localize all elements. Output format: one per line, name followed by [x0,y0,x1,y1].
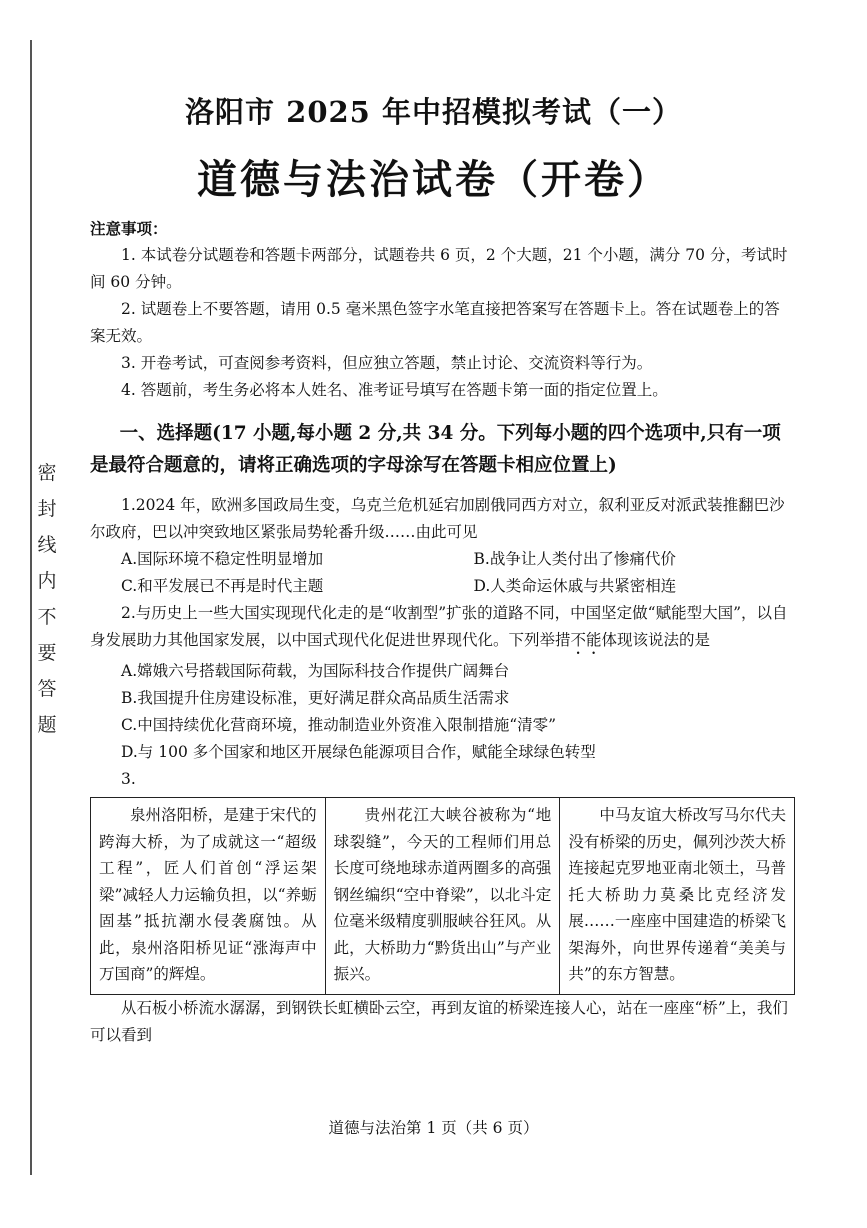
option-d: D.与 100 多个国家和地区开展绿色能源项目合作，赋能全球绿色转型 [121,743,596,761]
notice-item: 1. 本试卷分试题卷和答题卡两部分，试题卷共 6 页，2 个大题，21 个小题，满分 70 分，考试时间 60 分钟。 [90,246,788,291]
material-cell [325,798,560,995]
option-b: B.战争让人类付出了惨痛代价 [473,550,676,568]
notice-item: 3. 开卷考试，可查阅参考资料，但应独立答题，禁止讨论、交流资料等行为。 [121,354,653,372]
material-cell [91,798,326,995]
option-b: B.我国提升住房建设标准，更好满足群众高品质生活需求 [121,689,510,707]
section-heading: 一、选择题(17 小题,每小题 2 分,共 34 分。下列每小题的四个选项中,只有一项是最符合题意的，请将正确选项的字母涂写在答题卡相应位置上) [90,423,781,476]
stem-text-end: 体现该说法的是 [601,631,711,649]
exam-subtitle: 道德与法治试卷（开卷） [197,156,670,203]
exam-title: 洛阳市 2025 年中招模拟考试（一） [185,95,682,129]
notice-block [90,215,795,404]
question-2 [90,600,795,766]
option-a: A.国际环境不稳定性明显增加 [121,550,324,568]
material-text: 贵州花江大峡谷被称为“地球裂缝”，今天的工程师们用总长度可绕地球赤道两圈多的高强钢丝编织“空中脊梁”，以北斗定位毫米级精度驯服峡谷狂风。从此，大桥助力“黔货出山”与产业振兴。 [333,806,552,983]
notice-item: 4. 答题前，考生务必将本人姓名、准考证号填写在答题卡第一面的指定位置上。 [121,381,668,399]
material-text: 泉州洛阳桥，是建于宋代的跨海大桥，为了成就这一“超级工程”，匠人们首创“浮运架梁”减轻人力运输负担，以“养蛎固基”抵抗潮水侵袭腐蚀。从此，泉州洛阳桥见证“涨海声中万国商”的辉煌。 [99,806,317,983]
option-d: D.人类命运休戚与共紧密相连 [473,577,677,595]
question-number: 3. [121,770,136,788]
question-tail: 从石板小桥流水潺潺，到钢铁长虹横卧云空，再到友谊的桥梁连接人心，站在一座座“桥”上，我们可以看到 [90,998,788,1044]
stem-emphasis: 不能 [570,631,602,649]
notice-heading: 注意事项： [90,219,168,238]
question-stem [90,600,795,658]
stem-text: 2.与历史上一些大国实现现代化走的是“收割型”扩张的道路不同，中国坚定做“赋能型大国”，以自身发展助力其他国家发展，以中国式现代化促进世界现代化。下列举措 [90,604,788,649]
binding-warning: 密封线内不要答题 [37,462,57,736]
option-a: A.嫦娥六号搭载国际荷载，为国际科技合作提供广阔舞台 [121,662,510,680]
notice-item: 2. 试题卷上不要答题，请用 0.5 毫米黑色签字水笔直接把答案写在答题卡上。答在试题卷上的答案无效。 [90,300,780,345]
material-table [90,797,795,995]
question-3 [90,766,795,1049]
option-c: C.中国持续优化营商环境，推动制造业外资准入限制措施“清零” [121,716,557,734]
options-list [90,658,795,766]
option-c: C.和平发展已不再是时代主题 [121,577,324,595]
question-1 [90,492,795,600]
page-footer: 道德与法治第 1 页（共 6 页） [328,1119,539,1137]
options-grid [90,546,795,600]
material-text: 中马友谊大桥改写马尔代夫没有桥梁的历史，佩列沙茨大桥连接起克罗地亚南北领土，马普托大桥助力莫桑比克经济发展……一座座中国建造的桥梁飞架海外，向世界传递着“美美与共”的东方智慧。 [568,806,786,983]
exam-content [90,215,795,1049]
material-cell [560,798,795,995]
question-stem: 1.2024 年，欧洲多国政局生变，乌克兰危机延宕加剧俄同西方对立，叙利亚反对派武装推翻巴沙尔政府，巴以冲突致地区紧张局势轮番升级……由此可见 [90,496,785,541]
